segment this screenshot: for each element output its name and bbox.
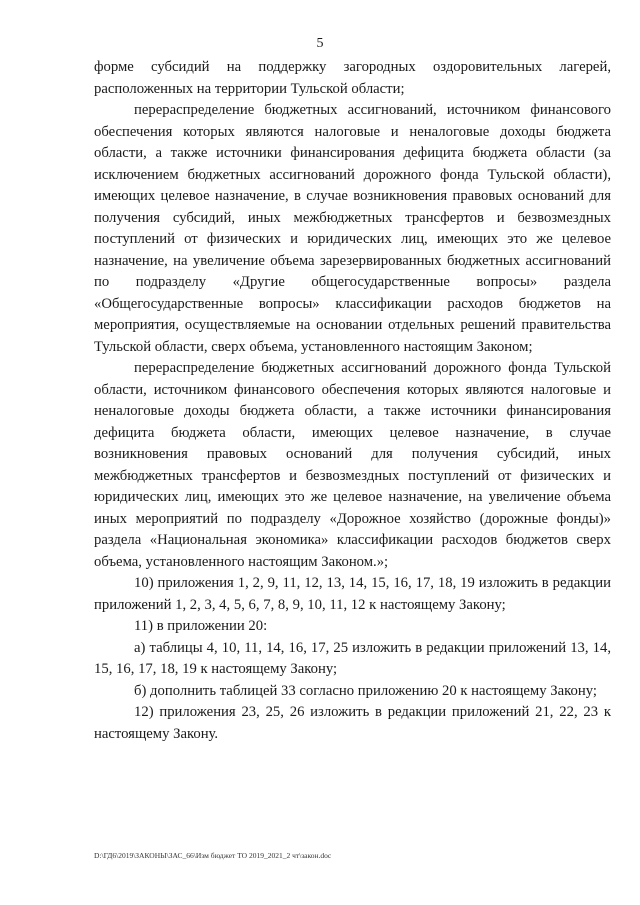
paragraph-item-11b: б) дополнить таблицей 33 согласно приложению 20 к настоящему Закону;: [134, 682, 597, 699]
paragraph-budget-reallocation: перераспределение бюджетных ассигнований, источником финансового обеспечения которых являются налоговые и неналоговые доходы бюджета области, а также источники финансирования дефицита бюджета области (за исключением бюджетных ассигнований дорожного фонда Тульской области), имеющих целевое назначение, в случае возникновения правовых оснований для получения субсидий, иных межбюджетных трансфертов и безвозмездных поступлений от физических и юридических лиц, имеющих это же целевое назначение, на увеличение объема зарезервированных бюджетных ассигнований по подразделу «Другие общегосударственные вопросы» раздела «Общегосударственные вопросы» классификации расходов бюджетов на мероприятия, осуществляемые на основании отдельных решений правительства Тульской области, сверх объема, установленного настоящим Законом;: [94, 102, 611, 355]
document-body: [94, 57, 611, 745]
page-number: 5: [316, 36, 324, 51]
paragraph-item-11: 11) в приложении 20:: [134, 618, 268, 634]
paragraph-item-10: 10) приложения 1, 2, 9, 11, 12, 13, 14, 15, 16, 17, 18, 19 изложить в редакции приложений 1, 2, 3, 4, 5, 6, 7, 8, 9, 10, 11, 12 к настоящему Закону;: [94, 575, 611, 613]
paragraph-continuation: форме субсидий на поддержку загородных оздоровительных лагерей, расположенных на территории Тульской области;: [94, 59, 611, 97]
paragraph-road-fund-reallocation: перераспределение бюджетных ассигнований дорожного фонда Тульской области, источником финансового обеспечения которых являются налоговые и неналоговые доходы бюджета области, а также источники финансирования дефицита бюджета области, имеющих целевое назначение, в случае возникновения правовых оснований для получения субсидий, иных межбюджетных трансфертов и безвозмездных поступлений от физических и юридических лиц, имеющих это же целевое назначение, на увеличение объема иных мероприятий по подразделу «Дорожное хозяйство (дорожные фонды)» раздела «Национальная экономика» классификации расходов бюджетов сверх объема, установленного настоящим Законом.»;: [94, 360, 611, 570]
paragraph-item-11a: а) таблицы 4, 10, 11, 14, 16, 17, 25 изложить в редакции приложений 13, 14, 15, 16, 17, 18, 19 к настоящему Закону;: [94, 639, 611, 677]
paragraph-item-12: 12) приложения 23, 25, 26 изложить в редакции приложений 21, 22, 23 к настоящему Закону.: [94, 704, 611, 742]
footer-file-path: D:\ГД6\2019\ЗАКОНЫ\ЗАС_66\Изм бюджет ТО 2019_2021_2 чт\закон.doc: [94, 851, 332, 860]
